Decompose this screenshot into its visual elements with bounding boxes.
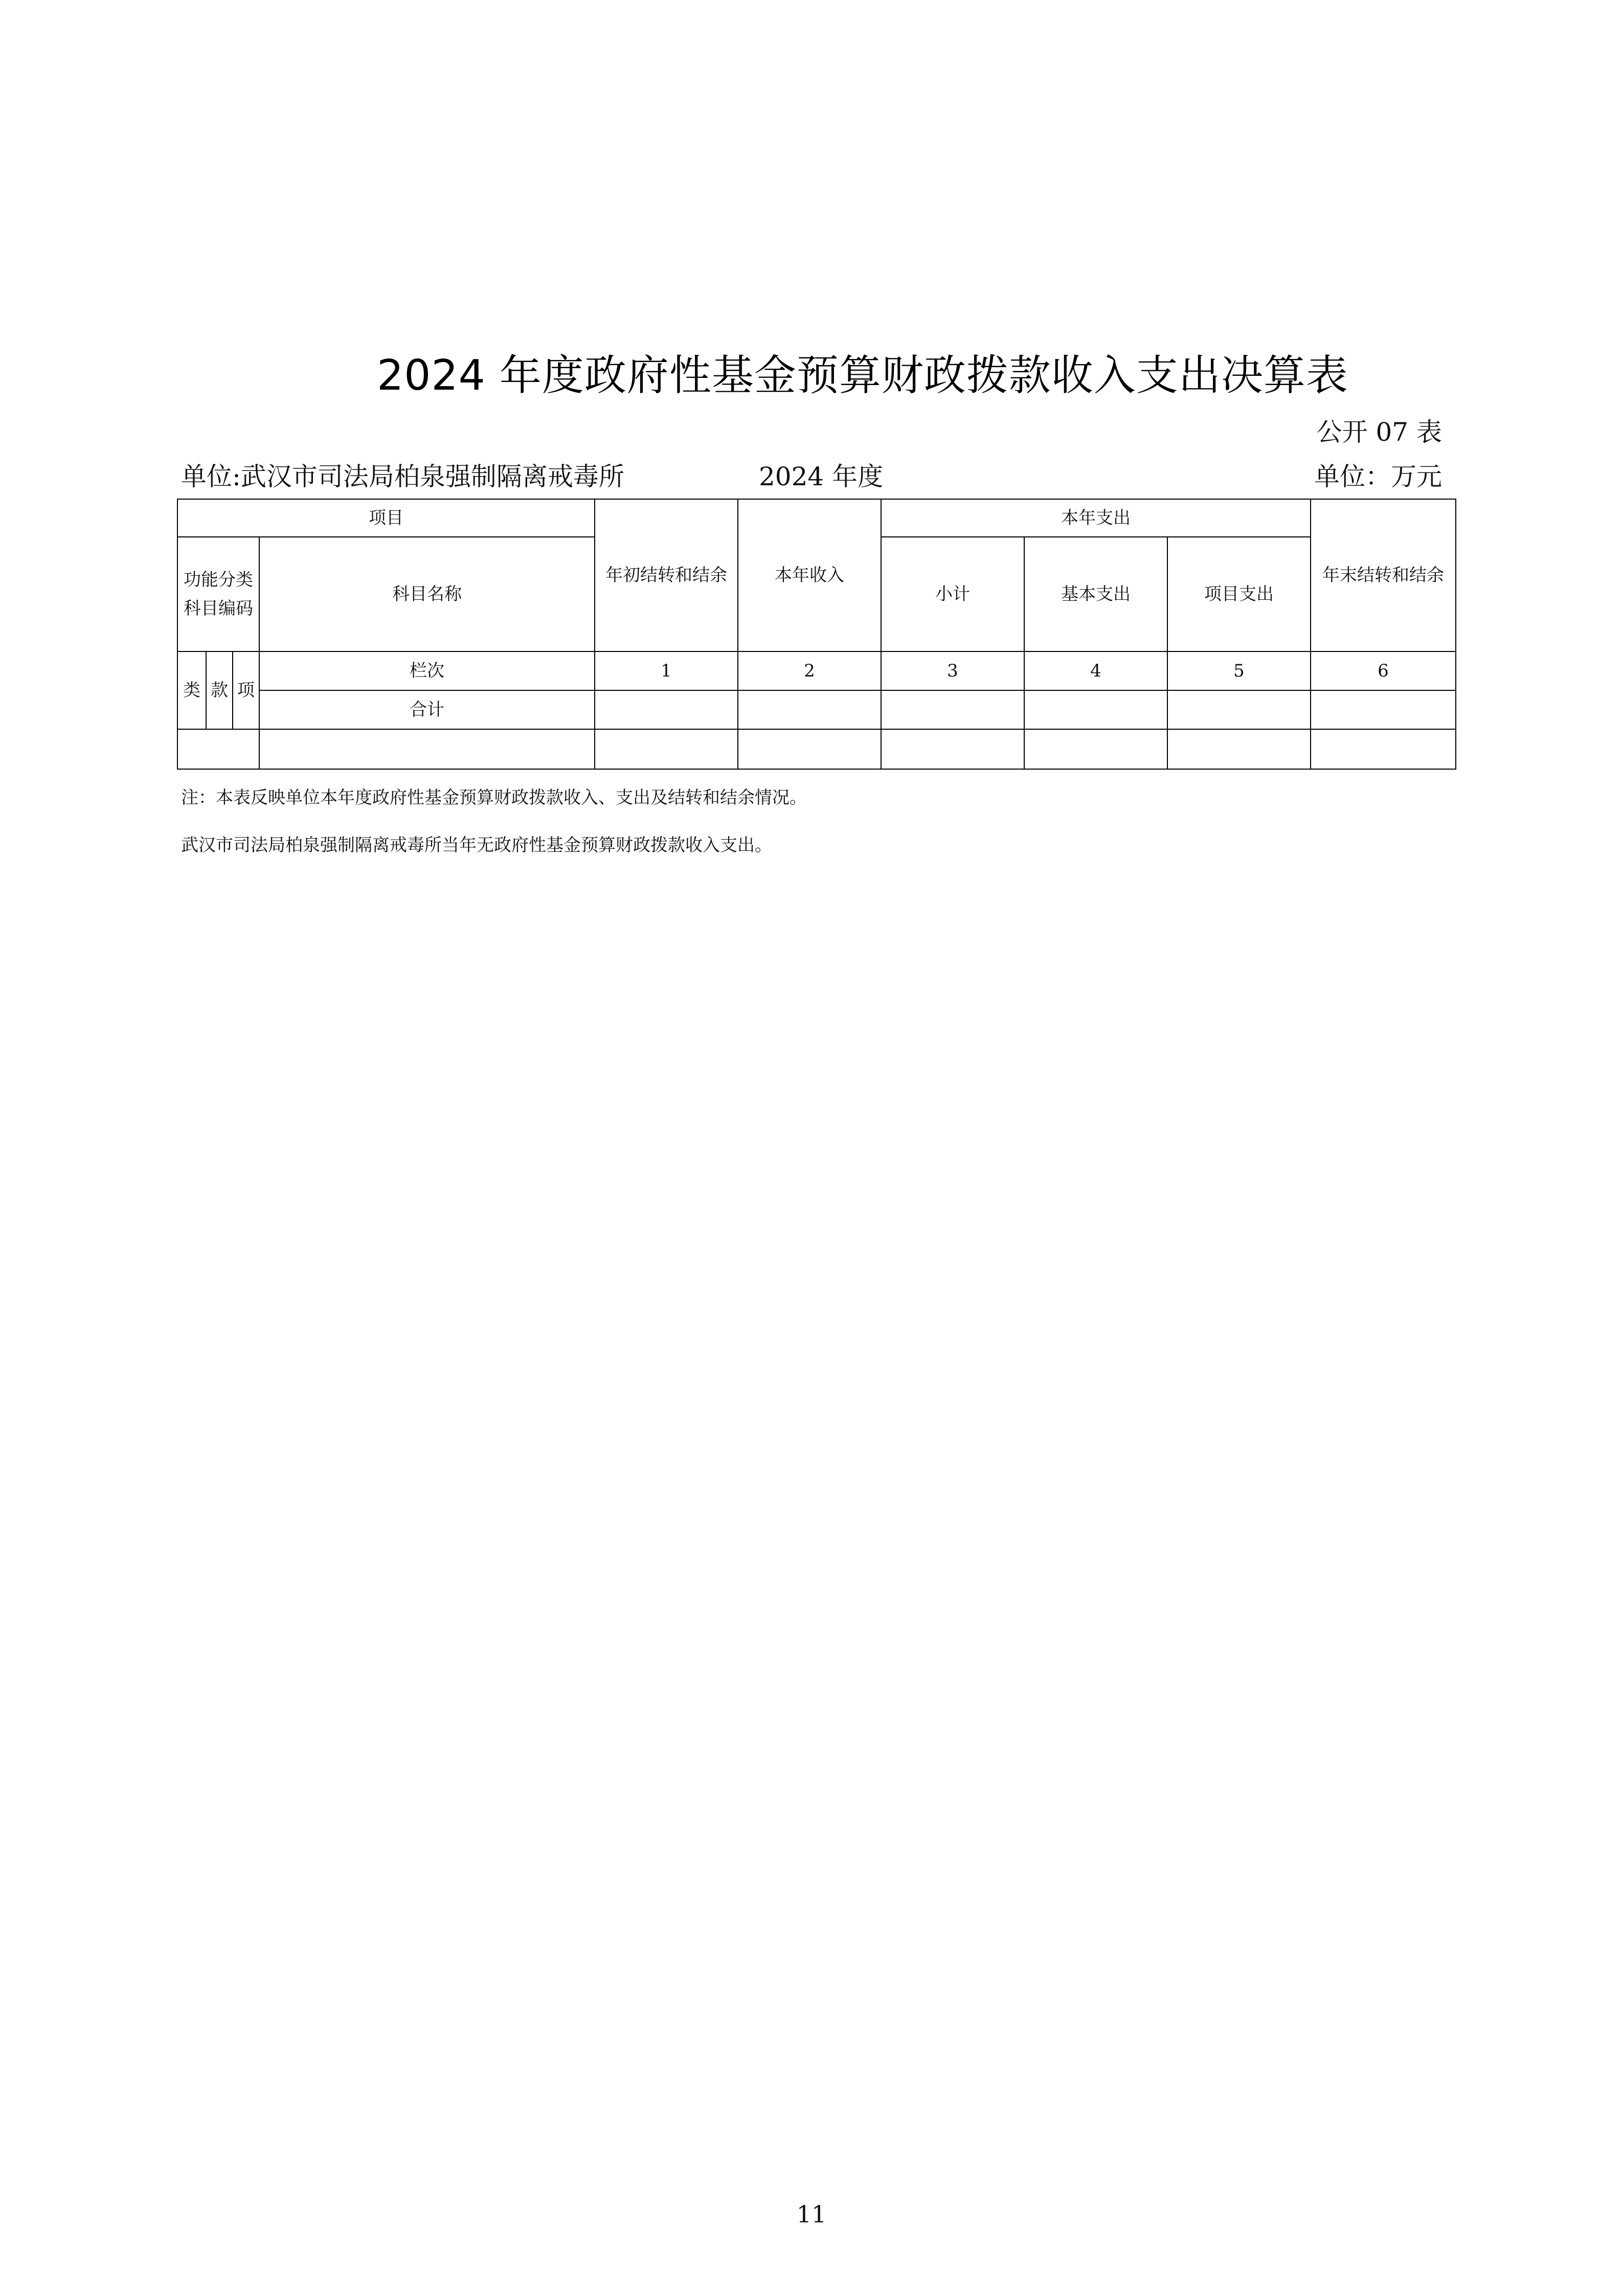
form-number: 公开 07 表 [1316,417,1442,447]
header-code-group: 功能分类科目编码 [177,537,259,651]
column-index-2: 2 [738,651,881,690]
empty-row-cell [1024,729,1167,769]
no-data-statement: 武汉市司法局柏泉强制隔离戒毒所当年无政府性基金预算财政拨款收入支出。 [181,835,772,856]
column-index-6: 6 [1311,651,1456,690]
header-current-expenditure: 本年支出 [881,499,1311,537]
header-closing-balance: 年末结转和结余 [1311,499,1456,651]
column-index-5: 5 [1167,651,1311,690]
total-closing-balance [1311,690,1456,729]
table-note: 注：本表反映单位本年度政府性基金预算财政拨款收入、支出及结转和结余情况。 [181,787,807,808]
header-basic-expenditure: 基本支出 [1024,537,1167,651]
column-index-1: 1 [595,651,738,690]
empty-row-code [177,729,259,769]
column-index-label: 栏次 [259,651,595,690]
header-code-section: 款 [206,651,233,729]
header-current-income: 本年收入 [738,499,881,651]
total-basic-expenditure [1024,690,1167,729]
empty-row-subject [259,729,595,769]
page-number: 11 [796,2200,827,2228]
empty-row-cell [881,729,1024,769]
document-title: 2024 年度政府性基金预算财政拨款收入支出决算表 [377,351,1348,400]
reporting-unit: 单位:武汉市司法局柏泉强制隔离戒毒所 [181,462,624,491]
currency-unit: 单位：万元 [1314,462,1442,491]
header-code-item: 项 [233,651,259,729]
total-project-expenditure [1167,690,1311,729]
header-subtotal: 小计 [881,537,1024,651]
empty-row-cell [1167,729,1311,769]
column-index-4: 4 [1024,651,1167,690]
column-index-3: 3 [881,651,1024,690]
empty-row-cell [595,729,738,769]
budget-table [177,499,1456,770]
total-subtotal [881,690,1024,729]
empty-row-cell [1311,729,1456,769]
empty-row-cell [738,729,881,769]
header-code-class: 类 [177,651,206,729]
header-item: 项目 [177,499,595,537]
header-subject-name: 科目名称 [259,537,595,651]
total-opening-balance [595,690,738,729]
document-meta-row [181,460,1442,493]
total-current-income [738,690,881,729]
fiscal-year: 2024 年度 [759,462,884,491]
header-opening-balance: 年初结转和结余 [595,499,738,651]
total-row-label: 合计 [259,690,595,729]
header-project-expenditure: 项目支出 [1167,537,1311,651]
